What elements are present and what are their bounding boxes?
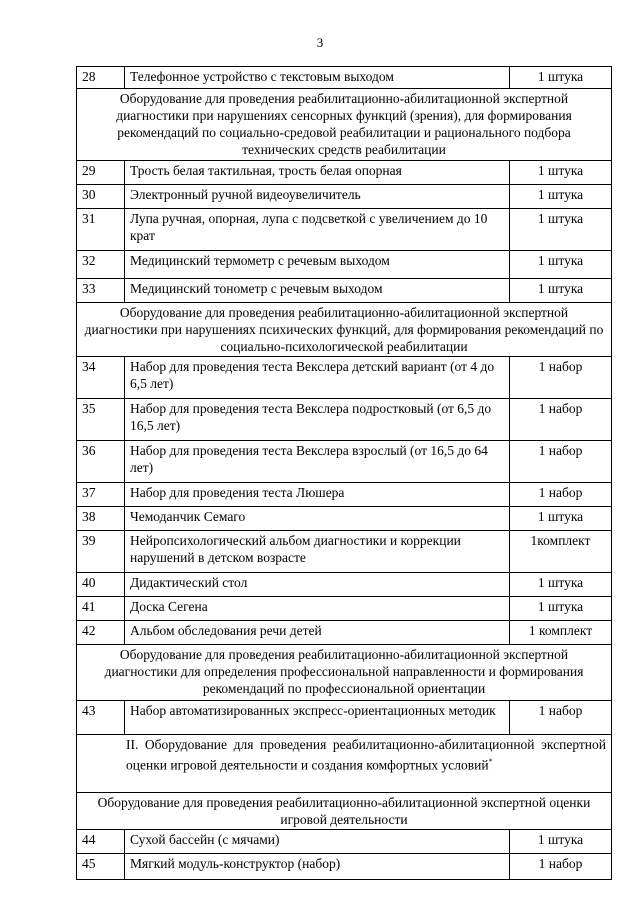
item-quantity: 1 комплект (510, 621, 612, 645)
table-row (77, 185, 612, 209)
item-quantity: 1 штука (510, 279, 612, 303)
item-name: Электронный ручной видеоувеличитель (125, 185, 510, 209)
table-row (77, 279, 612, 303)
section-row (77, 793, 612, 830)
item-name: Альбом обследования речи детей (125, 621, 510, 645)
item-quantity: 1 штука (510, 185, 612, 209)
section-row (77, 89, 612, 161)
item-quantity: 1 штука (510, 507, 612, 531)
item-name: Набор для проведения теста Векслера подростковый (от 6,5 до 16,5 лет) (125, 399, 510, 441)
item-name: Набор для проведения теста Векслера взрослый (от 16,5 до 64 лет) (125, 441, 510, 483)
table-row (77, 507, 612, 531)
item-name: Набор для проведения теста Люшера (125, 483, 510, 507)
item-quantity: 1 набор (510, 399, 612, 441)
table-row (77, 701, 612, 735)
item-number: 30 (77, 185, 125, 209)
item-quantity: 1 штука (510, 573, 612, 597)
item-name: Телефонное устройство с текстовым выходом (125, 67, 510, 89)
item-name: Доска Сегена (125, 597, 510, 621)
item-name: Сухой бассейн (с мячами) (125, 830, 510, 854)
table-row (77, 399, 612, 441)
item-number: 44 (77, 830, 125, 854)
item-number: 40 (77, 573, 125, 597)
table-row (77, 441, 612, 483)
item-quantity: 1 штука (510, 67, 612, 89)
table-row (77, 597, 612, 621)
table-row (77, 67, 612, 89)
item-quantity: 1 штука (510, 209, 612, 251)
table-row (77, 830, 612, 854)
item-number: 39 (77, 531, 125, 573)
item-name: Чемоданчик Семаго (125, 507, 510, 531)
item-number: 33 (77, 279, 125, 303)
page-number: 3 (316, 35, 324, 50)
item-name: Медицинский термометр с речевым выходом (125, 251, 510, 279)
item-quantity: 1 набор (510, 357, 612, 399)
item-name: Набор для проведения теста Векслера детский вариант (от 4 до 6,5 лет) (125, 357, 510, 399)
item-number: 37 (77, 483, 125, 507)
item-quantity: 1комплект (510, 531, 612, 573)
item-quantity: 1 набор (510, 701, 612, 735)
item-number: 31 (77, 209, 125, 251)
item-name: Медицинский тонометр с речевым выходом (125, 279, 510, 303)
item-quantity: 1 штука (510, 597, 612, 621)
item-name: Лупа ручная, опорная, лупа с подсветкой с увеличением до 10 крат (125, 209, 510, 251)
roman-section-row (77, 735, 612, 793)
item-name: Нейропсихологический альбом диагностики и коррекции нарушений в детском возрасте (125, 531, 510, 573)
footnote-mark: * (488, 757, 493, 766)
section-heading: Оборудование для проведения реабилитационно-абилитационной экспертной диагностики при нарушениях сенсорных функций (зрения), для формирования рекомендаций по социально-средовой реабилитации и рационального подбора технических средств реабилитации (77, 89, 612, 161)
item-number: 28 (77, 67, 125, 89)
table-row (77, 531, 612, 573)
item-name: Трость белая тактильная, трость белая опорная (125, 161, 510, 185)
item-name: Набор автоматизированных экспресс-ориентационных методик (125, 701, 510, 735)
item-number: 42 (77, 621, 125, 645)
table-row (77, 251, 612, 279)
item-quantity: 1 набор (510, 854, 612, 880)
item-number: 29 (77, 161, 125, 185)
item-number: 45 (77, 854, 125, 880)
section-heading: Оборудование для проведения реабилитационно-абилитационной экспертной оценки игровой деятельности (77, 793, 612, 830)
item-number: 36 (77, 441, 125, 483)
section-row (77, 645, 612, 701)
item-number: 41 (77, 597, 125, 621)
item-quantity: 1 штука (510, 161, 612, 185)
item-name: Дидактический стол (125, 573, 510, 597)
table-row (77, 209, 612, 251)
table-row (77, 854, 612, 880)
roman-section-heading (82, 736, 606, 774)
item-quantity: 1 штука (510, 830, 612, 854)
table-row (77, 573, 612, 597)
item-number: 35 (77, 399, 125, 441)
item-quantity: 1 набор (510, 441, 612, 483)
equipment-table (76, 66, 612, 880)
section-heading: Оборудование для проведения реабилитационно-абилитационной экспертной диагностики для определения профессиональной направленности и формирования рекомендаций по профессиональной ориентации (77, 645, 612, 701)
item-number: 32 (77, 251, 125, 279)
item-quantity: 1 набор (510, 483, 612, 507)
item-name: Мягкий модуль-конструктор (набор) (125, 854, 510, 880)
item-number: 34 (77, 357, 125, 399)
item-quantity: 1 штука (510, 251, 612, 279)
item-number: 43 (77, 701, 125, 735)
section-row (77, 303, 612, 357)
table-row (77, 483, 612, 507)
table-row (77, 621, 612, 645)
section-heading: Оборудование для проведения реабилитационно-абилитационной экспертной диагностики при нарушениях психических функций, для формирования рекомендаций по социально-психологической реабилитации (77, 303, 612, 357)
table-row (77, 357, 612, 399)
roman-section-text: II. Оборудование для проведения реабилитационно-абилитационной экспертной оценки игровой деятельности и создания комфортных условий (126, 737, 606, 773)
item-number: 38 (77, 507, 125, 531)
table-row (77, 161, 612, 185)
